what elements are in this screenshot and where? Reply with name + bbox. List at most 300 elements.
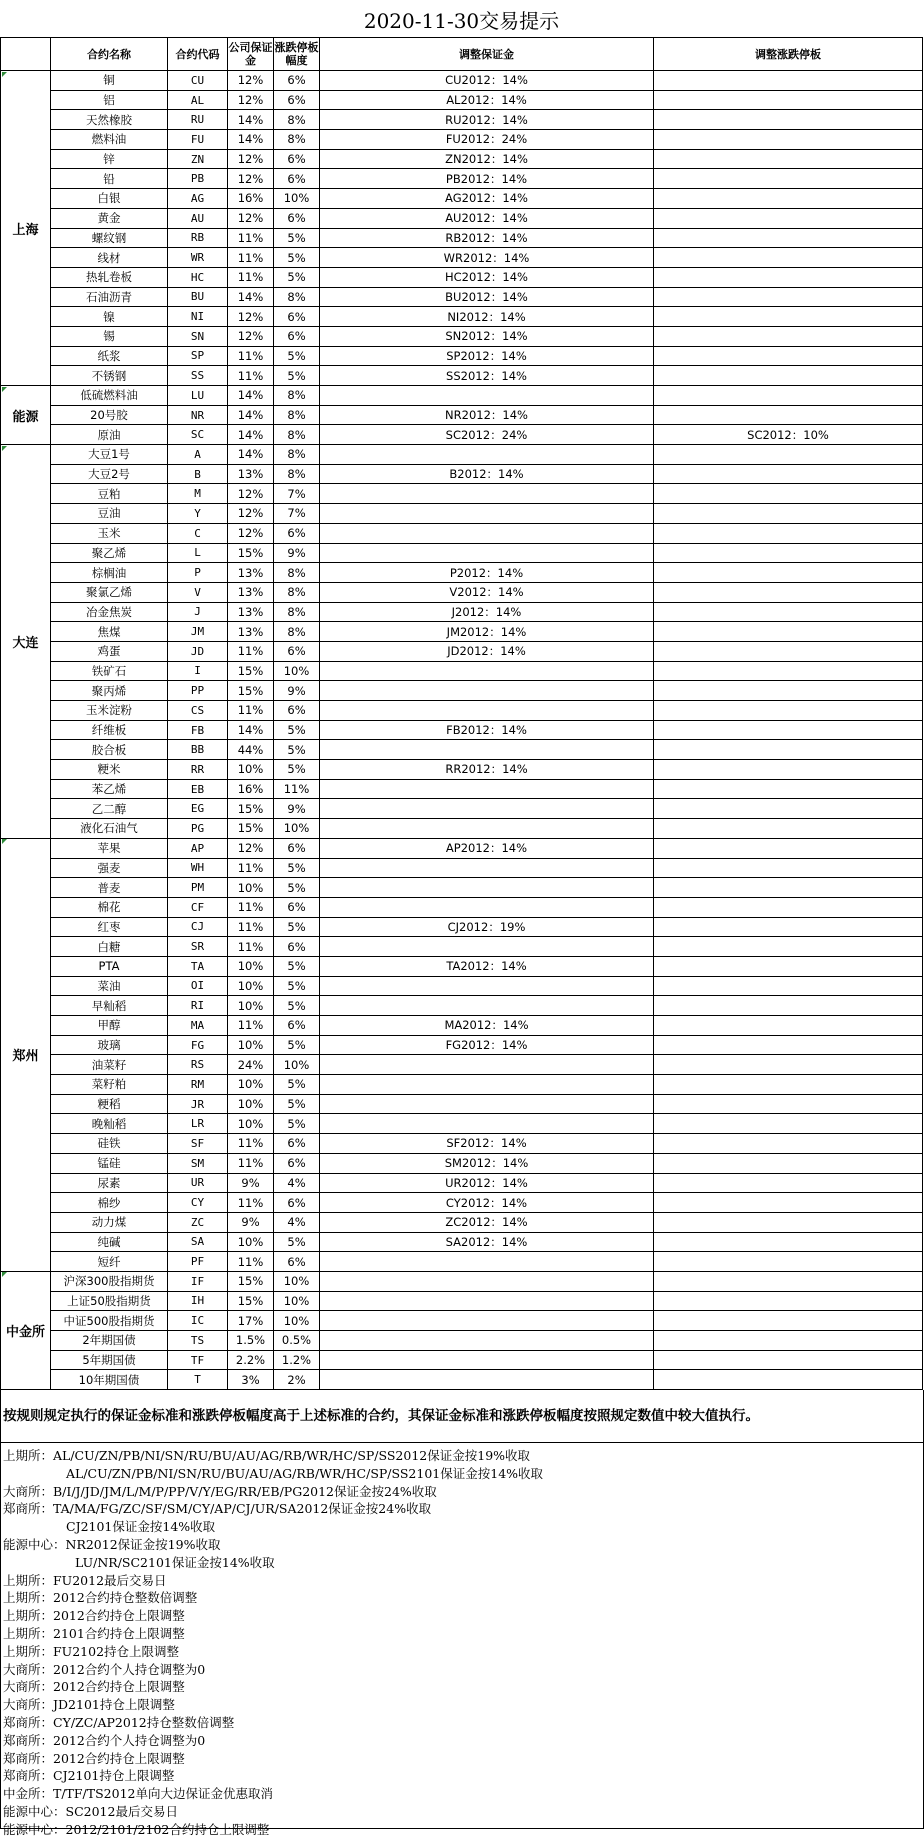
table-row (1, 1271, 923, 1291)
header-adjusted-margin: 调整保证金 (320, 38, 654, 71)
contract-code-cell: RR (168, 760, 228, 780)
table-row (1, 701, 923, 721)
adjusted-limit-cell (654, 307, 923, 327)
contract-name-cell: 鸡蛋 (51, 641, 168, 661)
company-margin-cell: 12% (228, 523, 274, 543)
notice-line: CJ2101保证金按14%收取 (66, 1519, 216, 1535)
notice-line: LU/NR/SC2101保证金按14%收取 (75, 1554, 275, 1570)
adjusted-margin-cell: RU2012：14% (320, 110, 654, 130)
contract-code-cell: PM (168, 878, 228, 898)
notice-line: 郑商所：TA/MA/FG/ZC/SF/SM/CY/AP/CJ/UR/SA2012保证金按24%收取 (3, 1501, 432, 1517)
contract-name-cell: 天然橡胶 (51, 110, 168, 130)
company-margin-cell: 11% (228, 346, 274, 366)
adjusted-limit-cell (654, 1134, 923, 1154)
table-row (1, 1153, 923, 1173)
table-row (1, 326, 923, 346)
adjusted-margin-cell: WR2012：14% (320, 248, 654, 268)
price-limit-cell: 6% (274, 1193, 320, 1213)
table-row (1, 504, 923, 524)
table-row (1, 189, 923, 209)
adjusted-margin-cell (320, 1350, 654, 1370)
adjusted-margin-cell (320, 779, 654, 799)
company-margin-cell: 11% (228, 228, 274, 248)
table-row (1, 110, 923, 130)
adjusted-limit-cell (654, 149, 923, 169)
contract-code-cell: B (168, 464, 228, 484)
contract-name-cell: 线材 (51, 248, 168, 268)
contract-name-cell: 冶金焦炭 (51, 602, 168, 622)
contract-name-cell: 铜 (51, 71, 168, 91)
header-contract-code: 合约代码 (168, 38, 228, 71)
company-margin-cell: 11% (228, 1134, 274, 1154)
price-limit-cell: 5% (274, 1232, 320, 1252)
adjusted-margin-cell (320, 484, 654, 504)
price-limit-cell: 4% (274, 1212, 320, 1232)
contract-code-cell: ZC (168, 1212, 228, 1232)
contract-code-cell: A (168, 445, 228, 465)
adjusted-margin-cell: NR2012：14% (320, 405, 654, 425)
adjusted-margin-cell: BU2012：14% (320, 287, 654, 307)
adjusted-limit-cell (654, 720, 923, 740)
adjusted-margin-cell: J2012：14% (320, 602, 654, 622)
contract-code-cell: CU (168, 71, 228, 91)
adjusted-limit-cell (654, 1153, 923, 1173)
contract-name-cell: 白银 (51, 189, 168, 209)
contract-name-cell: 菜油 (51, 976, 168, 996)
adjusted-limit-cell (654, 110, 923, 130)
company-margin-cell: 11% (228, 1153, 274, 1173)
company-margin-cell: 14% (228, 445, 274, 465)
contract-name-cell: 红枣 (51, 917, 168, 937)
adjusted-margin-cell (320, 1331, 654, 1351)
adjusted-limit-cell (654, 90, 923, 110)
adjusted-margin-cell (320, 1291, 654, 1311)
table-row (1, 267, 923, 287)
table-row (1, 1114, 923, 1134)
adjusted-limit-cell: SC2012：10% (654, 425, 923, 445)
company-margin-cell: 15% (228, 543, 274, 563)
table-row (1, 819, 923, 839)
adjusted-limit-cell (654, 1212, 923, 1232)
contract-name-cell: 液化石油气 (51, 819, 168, 839)
adjusted-limit-cell (654, 71, 923, 91)
price-limit-cell: 10% (274, 819, 320, 839)
table-row (1, 740, 923, 760)
contract-name-cell: 动力煤 (51, 1212, 168, 1232)
adjusted-margin-cell: TA2012：14% (320, 956, 654, 976)
adjusted-margin-cell (320, 1311, 654, 1331)
adjusted-margin-cell: SM2012：14% (320, 1153, 654, 1173)
contract-name-cell: 晚籼稻 (51, 1114, 168, 1134)
contract-name-cell: 铅 (51, 169, 168, 189)
adjusted-margin-cell: FB2012：14% (320, 720, 654, 740)
adjusted-margin-cell: AU2012：14% (320, 208, 654, 228)
table-row (1, 1055, 923, 1075)
company-margin-cell: 10% (228, 1075, 274, 1095)
adjusted-limit-cell (654, 1035, 923, 1055)
table-row (1, 1252, 923, 1272)
company-margin-cell: 1.5% (228, 1331, 274, 1351)
contract-code-cell: RU (168, 110, 228, 130)
table-row (1, 1016, 923, 1036)
price-limit-cell: 5% (274, 858, 320, 878)
table-row (1, 1173, 923, 1193)
table-row (1, 681, 923, 701)
price-limit-cell: 8% (274, 582, 320, 602)
contract-name-cell: 油菜籽 (51, 1055, 168, 1075)
table-row (1, 1350, 923, 1370)
table-row (1, 445, 923, 465)
adjusted-limit-cell (654, 1350, 923, 1370)
table-row (1, 287, 923, 307)
adjusted-limit-cell (654, 681, 923, 701)
company-margin-cell: 14% (228, 386, 274, 406)
adjusted-margin-cell (320, 976, 654, 996)
table-row (1, 1370, 923, 1390)
adjusted-limit-cell (654, 661, 923, 681)
table-row (1, 523, 923, 543)
adjusted-limit-cell (654, 1114, 923, 1134)
company-margin-cell: 15% (228, 1271, 274, 1291)
contract-code-cell: AG (168, 189, 228, 209)
contract-name-cell: 粳稻 (51, 1094, 168, 1114)
contract-name-cell: 强麦 (51, 858, 168, 878)
contract-code-cell: C (168, 523, 228, 543)
table-row (1, 760, 923, 780)
company-margin-cell: 11% (228, 897, 274, 917)
adjusted-limit-cell (654, 1232, 923, 1252)
contract-code-cell: FG (168, 1035, 228, 1055)
contract-code-cell: RM (168, 1075, 228, 1095)
contract-name-cell: 螺纹钢 (51, 228, 168, 248)
adjusted-margin-cell (320, 504, 654, 524)
adjusted-limit-cell (654, 1311, 923, 1331)
company-margin-cell: 10% (228, 760, 274, 780)
table-row (1, 1035, 923, 1055)
adjusted-limit-cell (654, 701, 923, 721)
contract-code-cell: ZN (168, 149, 228, 169)
adjusted-margin-cell (320, 799, 654, 819)
header-adjusted-limit: 调整涨跌停板 (654, 38, 923, 71)
company-margin-cell: 14% (228, 720, 274, 740)
contract-code-cell: WH (168, 858, 228, 878)
adjusted-limit-cell (654, 130, 923, 150)
cell-marker-icon (2, 72, 7, 77)
price-limit-cell: 5% (274, 720, 320, 740)
price-limit-cell: 5% (274, 228, 320, 248)
company-margin-cell: 14% (228, 130, 274, 150)
contract-table (0, 37, 923, 1390)
company-margin-cell: 11% (228, 248, 274, 268)
adjusted-margin-cell: CJ2012：19% (320, 917, 654, 937)
contract-code-cell: WR (168, 248, 228, 268)
adjusted-limit-cell (654, 1271, 923, 1291)
adjusted-margin-cell (320, 661, 654, 681)
table-row (1, 405, 923, 425)
adjusted-margin-cell: PB2012：14% (320, 169, 654, 189)
table-row (1, 1094, 923, 1114)
price-limit-cell: 6% (274, 838, 320, 858)
adjusted-limit-cell (654, 996, 923, 1016)
adjusted-margin-cell: P2012：14% (320, 563, 654, 583)
company-margin-cell: 11% (228, 267, 274, 287)
adjusted-margin-cell: MA2012：14% (320, 1016, 654, 1036)
contract-code-cell: SC (168, 425, 228, 445)
contract-name-cell: 聚氯乙烯 (51, 582, 168, 602)
contract-code-cell: EG (168, 799, 228, 819)
contract-name-cell: 中证500股指期货 (51, 1311, 168, 1331)
adjusted-limit-cell (654, 641, 923, 661)
contract-code-cell: M (168, 484, 228, 504)
price-limit-cell: 6% (274, 523, 320, 543)
price-limit-cell: 5% (274, 1094, 320, 1114)
price-limit-cell: 8% (274, 425, 320, 445)
contract-code-cell: MA (168, 1016, 228, 1036)
adjusted-margin-cell (320, 1114, 654, 1134)
company-margin-cell: 2.2% (228, 1350, 274, 1370)
cell-marker-icon (2, 387, 7, 392)
adjusted-margin-cell (320, 897, 654, 917)
price-limit-cell: 6% (274, 897, 320, 917)
price-limit-cell: 5% (274, 917, 320, 937)
contract-code-cell: SM (168, 1153, 228, 1173)
contract-name-cell: 棉纱 (51, 1193, 168, 1213)
price-limit-cell: 9% (274, 799, 320, 819)
table-row (1, 1075, 923, 1095)
cell-marker-icon (2, 839, 7, 844)
adjusted-limit-cell (654, 1075, 923, 1095)
contract-code-cell: BU (168, 287, 228, 307)
adjusted-limit-cell (654, 169, 923, 189)
price-limit-cell: 5% (274, 1114, 320, 1134)
price-limit-cell: 5% (274, 956, 320, 976)
company-margin-cell: 10% (228, 1114, 274, 1134)
company-margin-cell: 15% (228, 661, 274, 681)
table-row (1, 1134, 923, 1154)
contract-name-cell: 纯碱 (51, 1232, 168, 1252)
price-limit-cell: 5% (274, 248, 320, 268)
contract-name-cell: 10年期国债 (51, 1370, 168, 1390)
adjusted-margin-cell: SF2012：14% (320, 1134, 654, 1154)
price-limit-cell: 8% (274, 445, 320, 465)
adjusted-limit-cell (654, 622, 923, 642)
adjusted-limit-cell (654, 1173, 923, 1193)
adjusted-limit-cell (654, 189, 923, 209)
adjusted-margin-cell: SS2012：14% (320, 366, 654, 386)
contract-code-cell: TA (168, 956, 228, 976)
company-margin-cell: 15% (228, 681, 274, 701)
adjusted-margin-cell (320, 681, 654, 701)
price-limit-cell: 9% (274, 543, 320, 563)
table-row (1, 641, 923, 661)
cell-marker-icon (2, 446, 7, 451)
exchange-cell: 大连 (1, 445, 51, 839)
adjusted-limit-cell (654, 937, 923, 957)
adjusted-limit-cell (654, 799, 923, 819)
contract-name-cell: 棕榈油 (51, 563, 168, 583)
company-margin-cell: 13% (228, 464, 274, 484)
price-limit-cell: 6% (274, 90, 320, 110)
adjusted-limit-cell (654, 287, 923, 307)
contract-name-cell: 玉米淀粉 (51, 701, 168, 721)
contract-code-cell: FB (168, 720, 228, 740)
table-row (1, 917, 923, 937)
adjusted-limit-cell (654, 1370, 923, 1390)
contract-code-cell: PB (168, 169, 228, 189)
adjusted-margin-cell: B2012：14% (320, 464, 654, 484)
contract-code-cell: SA (168, 1232, 228, 1252)
contract-code-cell: CY (168, 1193, 228, 1213)
company-margin-cell: 12% (228, 90, 274, 110)
contract-name-cell: 大豆2号 (51, 464, 168, 484)
adjusted-margin-cell: ZC2012：14% (320, 1212, 654, 1232)
contract-code-cell: LR (168, 1114, 228, 1134)
company-margin-cell: 16% (228, 779, 274, 799)
company-margin-cell: 11% (228, 917, 274, 937)
adjusted-margin-cell (320, 858, 654, 878)
adjusted-margin-cell (320, 523, 654, 543)
price-limit-cell: 6% (274, 1153, 320, 1173)
price-limit-cell: 6% (274, 701, 320, 721)
contract-code-cell: TF (168, 1350, 228, 1370)
company-margin-cell: 12% (228, 326, 274, 346)
header-price-limit: 涨跌停板幅度 (274, 38, 320, 71)
notice-list (0, 1443, 924, 1837)
notice-line: 上期所：2012合约持仓上限调整 (3, 1608, 185, 1624)
table-row (1, 602, 923, 622)
adjusted-limit-cell (654, 563, 923, 583)
adjusted-limit-cell (654, 326, 923, 346)
contract-name-cell: 纤维板 (51, 720, 168, 740)
notice-line: 上期所：FU2102持仓上限调整 (3, 1643, 180, 1659)
contract-code-cell: CS (168, 701, 228, 721)
adjusted-limit-cell (654, 464, 923, 484)
adjusted-limit-cell (654, 1016, 923, 1036)
table-row (1, 543, 923, 563)
price-limit-cell: 10% (274, 189, 320, 209)
header-contract-name: 合约名称 (51, 38, 168, 71)
table-row (1, 1291, 923, 1311)
table-row (1, 71, 923, 91)
price-limit-cell: 5% (274, 346, 320, 366)
contract-code-cell: AP (168, 838, 228, 858)
adjusted-margin-cell (320, 996, 654, 1016)
contract-code-cell: SN (168, 326, 228, 346)
contract-code-cell: IC (168, 1311, 228, 1331)
rule-note: 按规则规定执行的保证金标准和涨跌停板幅度高于上述标准的合约，其保证金标准和涨跌停板幅度按照规定数值中较大值执行。 (0, 1390, 924, 1443)
company-margin-cell: 10% (228, 956, 274, 976)
adjusted-margin-cell (320, 1252, 654, 1272)
contract-name-cell: 焦煤 (51, 622, 168, 642)
price-limit-cell: 9% (274, 681, 320, 701)
price-limit-cell: 10% (274, 1311, 320, 1331)
company-margin-cell: 13% (228, 602, 274, 622)
table-row (1, 208, 923, 228)
adjusted-limit-cell (654, 897, 923, 917)
contract-code-cell: AL (168, 90, 228, 110)
table-header-row (1, 38, 923, 71)
notice-line: 能源中心：NR2012保证金按19%收取 (3, 1537, 221, 1553)
price-limit-cell: 6% (274, 1016, 320, 1036)
contract-code-cell: SS (168, 366, 228, 386)
table-row (1, 1212, 923, 1232)
table-row (1, 956, 923, 976)
adjusted-limit-cell (654, 208, 923, 228)
adjusted-limit-cell (654, 267, 923, 287)
adjusted-limit-cell (654, 366, 923, 386)
contract-code-cell: NI (168, 307, 228, 327)
adjusted-margin-cell: AG2012：14% (320, 189, 654, 209)
notice-line: AL/CU/ZN/PB/NI/SN/RU/BU/AU/AG/RB/WR/HC/SP/SS2101保证金按14%收取 (66, 1465, 544, 1481)
company-margin-cell: 13% (228, 582, 274, 602)
price-limit-cell: 6% (274, 169, 320, 189)
price-limit-cell: 6% (274, 326, 320, 346)
adjusted-limit-cell (654, 228, 923, 248)
company-margin-cell: 12% (228, 307, 274, 327)
adjusted-limit-cell (654, 1331, 923, 1351)
price-limit-cell: 5% (274, 760, 320, 780)
table-row (1, 346, 923, 366)
company-margin-cell: 12% (228, 838, 274, 858)
contract-name-cell: 菜籽粕 (51, 1075, 168, 1095)
company-margin-cell: 12% (228, 208, 274, 228)
company-margin-cell: 17% (228, 1311, 274, 1331)
adjusted-margin-cell (320, 445, 654, 465)
contract-name-cell: 硅铁 (51, 1134, 168, 1154)
table-row (1, 169, 923, 189)
contract-code-cell: CF (168, 897, 228, 917)
adjusted-limit-cell (654, 858, 923, 878)
table-row (1, 366, 923, 386)
price-limit-cell: 5% (274, 267, 320, 287)
adjusted-limit-cell (654, 445, 923, 465)
contract-code-cell: PF (168, 1252, 228, 1272)
contract-name-cell: 低硫燃料油 (51, 386, 168, 406)
adjusted-margin-cell: SN2012：14% (320, 326, 654, 346)
table-row (1, 1232, 923, 1252)
company-margin-cell: 11% (228, 858, 274, 878)
cell-marker-icon (2, 1272, 7, 1277)
price-limit-cell: 5% (274, 878, 320, 898)
table-row (1, 130, 923, 150)
contract-name-cell: 镍 (51, 307, 168, 327)
company-margin-cell: 12% (228, 504, 274, 524)
adjusted-limit-cell (654, 504, 923, 524)
adjusted-margin-cell (320, 386, 654, 406)
notice-line: 大商所：JD2101持仓上限调整 (3, 1697, 175, 1713)
company-margin-cell: 10% (228, 996, 274, 1016)
contract-name-cell: 短纤 (51, 1252, 168, 1272)
price-limit-cell: 7% (274, 504, 320, 524)
contract-name-cell: 聚乙烯 (51, 543, 168, 563)
company-margin-cell: 11% (228, 641, 274, 661)
company-margin-cell: 14% (228, 425, 274, 445)
contract-code-cell: V (168, 582, 228, 602)
adjusted-limit-cell (654, 838, 923, 858)
price-limit-cell: 11% (274, 779, 320, 799)
contract-code-cell: IF (168, 1271, 228, 1291)
table-row (1, 838, 923, 858)
contract-code-cell: I (168, 661, 228, 681)
contract-name-cell: 乙二醇 (51, 799, 168, 819)
adjusted-margin-cell: SC2012：24% (320, 425, 654, 445)
table-row (1, 937, 923, 957)
exchange-cell: 上海 (1, 71, 51, 386)
table-row (1, 996, 923, 1016)
contract-code-cell: L (168, 543, 228, 563)
adjusted-limit-cell (654, 248, 923, 268)
adjusted-margin-cell: V2012：14% (320, 582, 654, 602)
